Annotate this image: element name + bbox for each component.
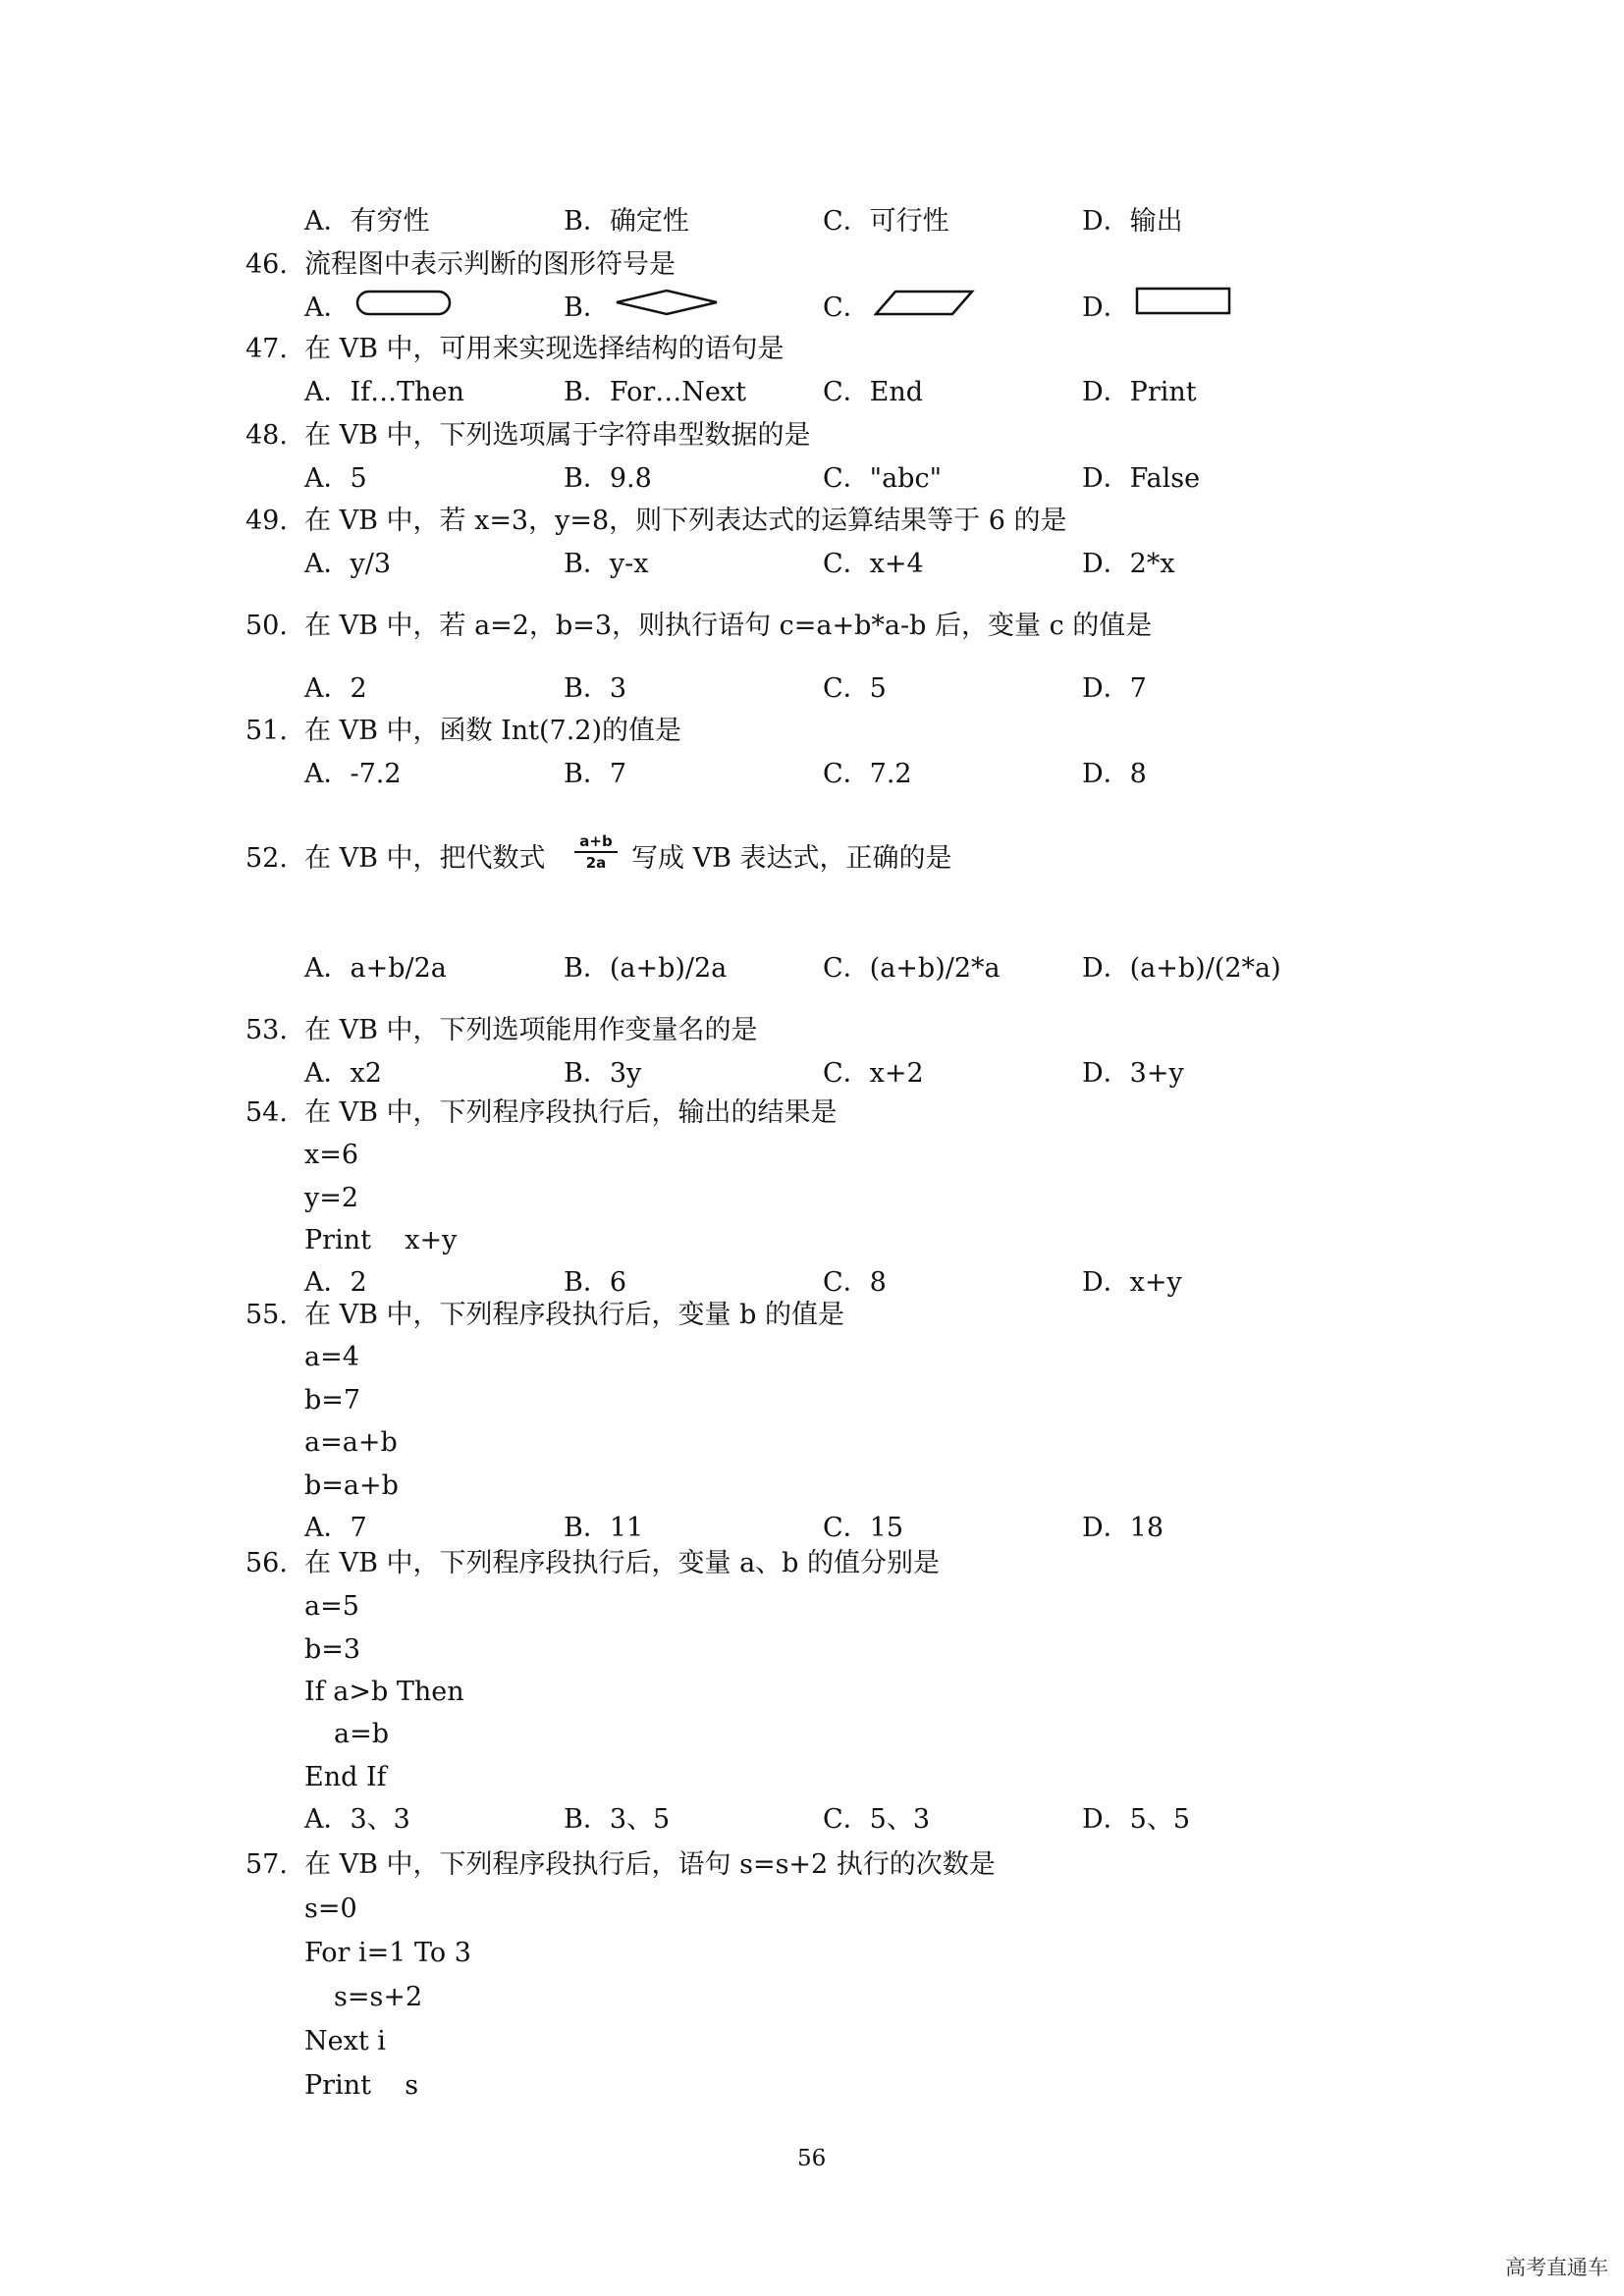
q49-option-b: B．y-x [564,549,649,579]
q56-option-a: A．3、3 [304,1804,410,1835]
q54-number: 54. [245,1097,288,1128]
q47-number: 47. [245,334,288,364]
q47-option-d: D．Print [1082,377,1197,407]
q56-option-b: B．3、5 [564,1804,671,1835]
q45-option-d: D．输出 [1082,206,1183,237]
q55-option-b: B．11 [564,1513,644,1543]
q55-number: 55. [245,1300,288,1330]
q45-option-a: A．有穷性 [304,206,430,237]
code-line: y=2 [304,1183,359,1213]
q55-option-c: C．15 [823,1513,904,1543]
q51-option-a: A．-7.2 [304,759,402,789]
q47-text: 在 VB 中，可用来实现选择结构的语句是 [304,334,785,364]
code-line: x=6 [304,1140,359,1170]
code-line: End If [304,1762,387,1792]
rectangle-shape-icon [1135,287,1233,316]
q50-option-d: D．7 [1082,673,1147,704]
q53-option-a: A．x2 [304,1058,382,1089]
q53-text: 在 VB 中，下列选项能用作变量名的是 [304,1015,758,1045]
code-line: Next i [304,2026,386,2056]
q56-option-d: D．5、5 [1082,1804,1191,1835]
code-line: a=a+b [304,1427,398,1458]
decision-diamond-icon [613,287,721,318]
q52-option-b: B．(a+b)/2a [564,953,728,984]
q56-text: 在 VB 中，下列程序段执行后，变量 a、b 的值分别是 [304,1548,941,1578]
q57-text: 在 VB 中，下列程序段执行后，语句 s=s+2 执行的次数是 [304,1849,996,1880]
q52-option-a: A．a+b/2a [304,953,447,984]
code-line: s=0 [304,1894,357,1924]
q46-option-d: D． [1082,293,1130,323]
q55-option-a: A．7 [304,1513,367,1543]
q53-option-d: D．3+y [1082,1058,1184,1089]
q57-number: 57. [245,1849,288,1880]
q50-option-b: B．3 [564,673,627,704]
q49-option-d: D．2*x [1082,549,1175,579]
code-line: a=b [334,1719,390,1749]
fraction-a-plus-b-over-2a [574,834,618,871]
code-line: For i=1 To 3 [304,1938,471,1968]
q48-option-a: A．5 [304,463,367,494]
q56-number: 56. [245,1548,288,1578]
parallelogram-shape-icon [874,289,976,318]
q52-text-before: 在 VB 中，把代数式 [304,843,546,874]
watermark: 高考直通车 [1505,2256,1608,2279]
q51-option-b: B．7 [564,759,627,789]
q50-option-c: C．5 [823,673,887,704]
q52-option-c: C．(a+b)/2*a [823,953,1001,984]
q46-option-b: B． [564,293,610,323]
q50-text: 在 VB 中，若 a=2，b=3，则执行语句 c=a+b*a-b 后，变量 c 的值是 [304,611,1153,641]
q47-option-a: A．If…Then [304,377,464,407]
code-line: Print s [304,2070,419,2101]
q49-number: 49. [245,506,288,536]
q45-option-c: C．可行性 [823,206,949,237]
q46-text: 流程图中表示判断的图形符号是 [304,249,676,280]
code-line: b=3 [304,1634,361,1665]
q49-option-a: A．y/3 [304,549,392,579]
fraction-numerator: a+b [574,834,618,853]
q56-option-c: C．5、3 [823,1804,931,1835]
q55-text: 在 VB 中，下列程序段执行后，变量 b 的值是 [304,1300,844,1330]
terminator-shape-icon [355,289,454,318]
q55-option-d: D．18 [1082,1513,1164,1543]
q47-option-c: C．End [823,377,924,407]
q50-number: 50. [245,611,288,641]
code-line: s=s+2 [334,1982,423,2012]
q51-option-c: C．7.2 [823,759,912,789]
code-line: a=4 [304,1342,359,1372]
q51-number: 51. [245,716,288,746]
q54-option-a: A．2 [304,1267,367,1298]
fraction-denominator: 2a [585,854,607,872]
q52-text-after: 写成 VB 表达式，正确的是 [631,843,952,874]
q53-option-b: B．3y [564,1058,642,1089]
q51-text: 在 VB 中，函数 Int(7.2)的值是 [304,716,681,746]
page-number: 56 [797,2146,827,2171]
code-line: Print x+y [304,1225,458,1255]
code-line: b=a+b [304,1470,399,1501]
q52-number: 52. [245,843,288,874]
q48-option-c: C．"abc" [823,463,942,494]
q50-option-a: A．2 [304,673,367,704]
q47-option-b: B．For…Next [564,377,746,407]
q51-option-d: D．8 [1082,759,1147,789]
code-line: If a>b Then [304,1677,464,1707]
q54-option-d: D．x+y [1082,1267,1182,1298]
code-line: b=7 [304,1385,361,1415]
q48-text: 在 VB 中，下列选项属于字符串型数据的是 [304,420,811,451]
q46-option-c: C． [823,293,870,323]
q48-option-b: B．9.8 [564,463,652,494]
q49-option-c: C．x+4 [823,549,924,579]
q53-option-c: C．x+2 [823,1058,924,1089]
q48-number: 48. [245,420,288,451]
q52-option-d: D．(a+b)/(2*a) [1082,953,1281,984]
q48-option-d: D．False [1082,463,1201,494]
q54-option-c: C．8 [823,1267,887,1298]
q46-option-a: A． [304,293,351,323]
q54-option-b: B．6 [564,1267,627,1298]
q49-text: 在 VB 中，若 x=3，y=8，则下列表达式的运算结果等于 6 的是 [304,506,1067,536]
code-line: a=5 [304,1591,359,1622]
q46-number: 46. [245,249,288,280]
q53-number: 53. [245,1015,288,1045]
q45-option-b: B．确定性 [564,206,689,237]
q54-text: 在 VB 中，下列程序段执行后，输出的结果是 [304,1097,838,1128]
